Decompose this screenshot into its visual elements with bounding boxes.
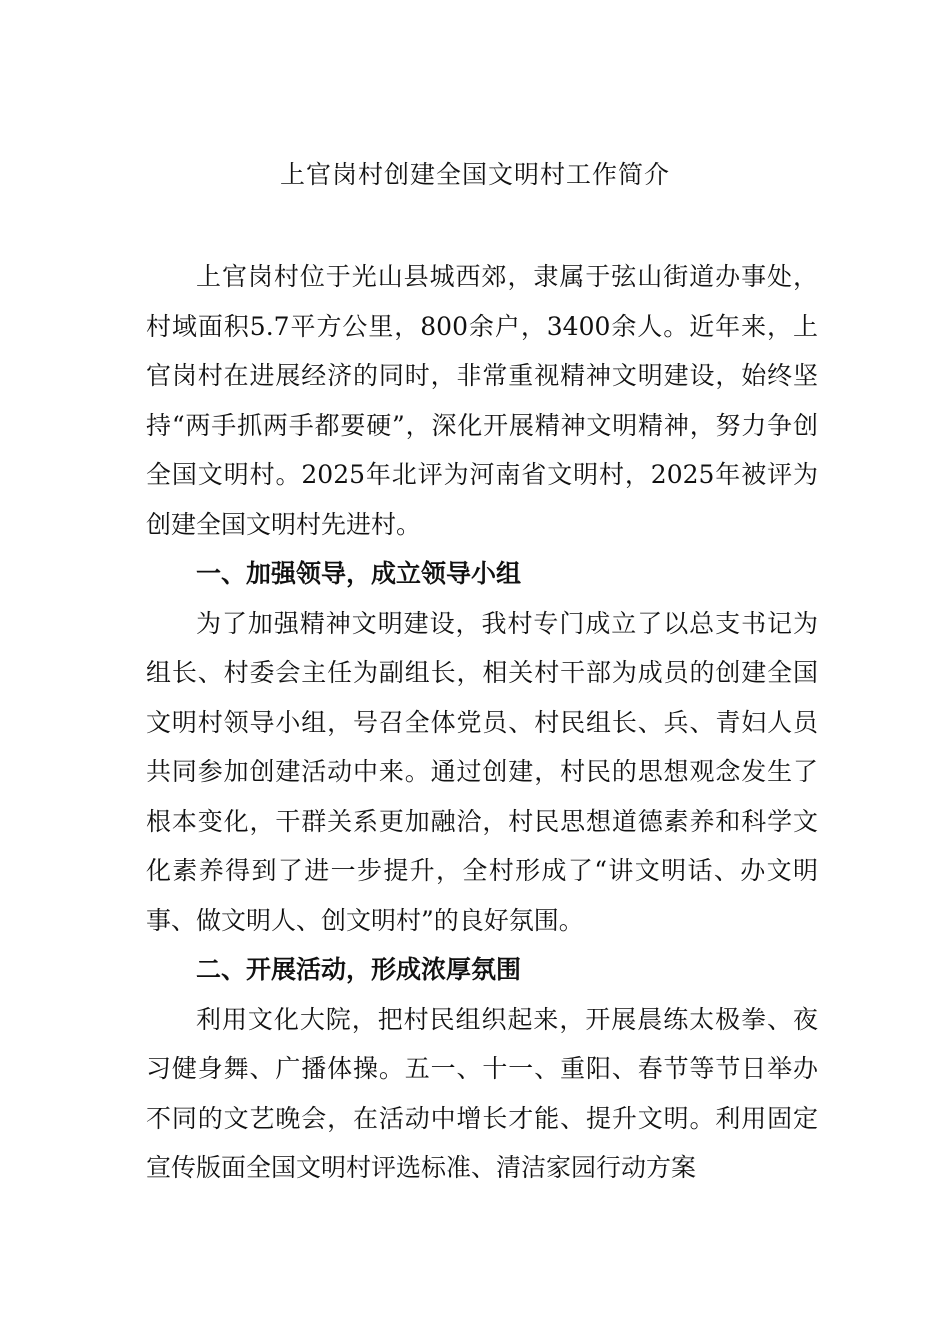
section-heading-leadership: 一、加强领导，成立领导小组 bbox=[196, 559, 522, 588]
intro-paragraph: 上官岗村位于光山县城西郊，隶属于弦山街道办事处，村域面积5.7平方公里，800余户，3400余人。近年来，上官岗村在进展经济的同时，非常重视精神文明建设，始终坚持“两手抓两手都要硬”，深化开展精神文明精神，努力争创全国文明村。2025年北评为河南省文明村，2025年被评为创建全国文明村先进村。 bbox=[146, 262, 818, 539]
document-title: 上官岗村创建全国文明村工作简介 bbox=[279, 160, 670, 189]
section-paragraph-activities: 利用文化大院，把村民组织起来，开展晨练太极拳、夜习健身舞、广播体操。五一、十一、重阳、春节等节日举办不同的文艺晚会，在活动中增长才能、提升文明。利用固定宣传版面全国文明村评选标准、清洁家园行动方案 bbox=[146, 1004, 818, 1182]
document-body bbox=[146, 252, 818, 1193]
section-paragraph-leadership: 为了加强精神文明建设，我村专门成立了以总支书记为组长、村委会主任为副组长，相关村干部为成员的创建全国文明村领导小组，号召全体党员、村民组长、兵、青妇人员共同参加创建活动中来。通过创建，村民的思想观念发生了根本变化，干群关系更加融洽，村民思想道德素养和科学文化素养得到了进一步提升，全村形成了“讲文明话、办文明事、做文明人、创文明村”的良好氛围。 bbox=[146, 608, 818, 935]
section-heading-activities: 二、开展活动，形成浓厚氛围 bbox=[196, 955, 522, 984]
